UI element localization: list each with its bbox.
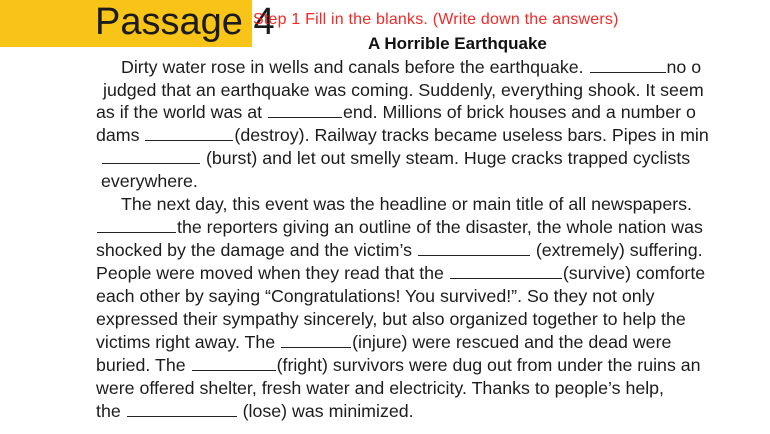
line-text: everywhere. bbox=[101, 171, 198, 191]
answer-blank[interactable] bbox=[450, 264, 562, 279]
passage-title: A Horrible Earthquake bbox=[368, 34, 547, 53]
passage-line bbox=[96, 216, 703, 238]
passage-line bbox=[121, 193, 692, 215]
line-text: the reporters giving an outline of the disaster, the whole nation was bbox=[177, 217, 703, 237]
passage-line bbox=[96, 308, 686, 330]
line-text: were offered shelter, fresh water and electricity. Thanks to people’s help, bbox=[96, 378, 664, 398]
passage-line bbox=[96, 285, 654, 307]
passage-line bbox=[96, 400, 414, 422]
instruction-text: Step 1 Fill in the blanks. (Write down the answers) bbox=[253, 11, 619, 28]
passage-badge bbox=[0, 0, 275, 47]
passage-line bbox=[96, 239, 703, 261]
passage-line bbox=[96, 377, 664, 399]
line-text: Dirty water rose in wells and canals before the earthquake. bbox=[121, 57, 589, 77]
passage-line bbox=[101, 147, 690, 169]
answer-blank[interactable] bbox=[97, 218, 176, 233]
line-text: (destroy). Railway tracks became useless bars. Pipes in min bbox=[234, 125, 709, 145]
line-text: (burst) and let out smelly steam. Huge cracks trapped cyclists bbox=[201, 148, 691, 168]
line-text: The next day, this event was the headline or main title of all newspapers. bbox=[121, 194, 692, 214]
answer-blank[interactable] bbox=[127, 402, 237, 417]
answer-blank[interactable] bbox=[145, 126, 233, 141]
line-text: judged that an earthquake was coming. Suddenly, everything shook. It seem bbox=[103, 80, 704, 100]
line-text: People were moved when they read that the bbox=[96, 263, 449, 283]
line-text: dams bbox=[96, 125, 145, 145]
passage-label: Passage 4 bbox=[95, 1, 275, 43]
answer-blank[interactable] bbox=[590, 58, 666, 73]
passage-line bbox=[121, 56, 701, 78]
answer-blank[interactable] bbox=[192, 356, 276, 371]
line-text: buried. The bbox=[96, 355, 191, 375]
passage-line bbox=[96, 124, 709, 146]
passage-line bbox=[103, 79, 704, 101]
line-text: (fright) survivors were dug out from under the ruins an bbox=[276, 355, 701, 375]
line-text: (extremely) suffering. bbox=[530, 240, 703, 260]
line-text: expressed their sympathy sincerely, but also organized together to help the bbox=[96, 309, 686, 329]
line-text: shocked by the damage and the victim’s bbox=[96, 240, 417, 260]
answer-blank[interactable] bbox=[281, 333, 351, 348]
line-text: end. Millions of brick houses and a number o bbox=[342, 102, 696, 122]
line-text: the bbox=[96, 401, 126, 421]
passage-line bbox=[96, 262, 705, 284]
answer-blank[interactable] bbox=[418, 241, 530, 256]
passage-line bbox=[96, 331, 671, 353]
passage-line bbox=[96, 101, 696, 123]
passage-line bbox=[96, 354, 701, 376]
line-text: each other by saying “Congratulations! You survived!”. So they not only bbox=[96, 286, 655, 306]
answer-blank[interactable] bbox=[268, 103, 342, 118]
line-text: no o bbox=[666, 57, 702, 77]
line-text: (lose) was minimized. bbox=[237, 401, 414, 421]
line-text: (survive) comforte bbox=[562, 263, 706, 283]
line-text: (injure) were rescued and the dead were bbox=[352, 332, 672, 352]
answer-blank[interactable] bbox=[102, 149, 200, 164]
line-text: victims right away. The bbox=[96, 332, 281, 352]
passage-line bbox=[101, 170, 198, 192]
line-text: as if the world was at bbox=[96, 102, 267, 122]
